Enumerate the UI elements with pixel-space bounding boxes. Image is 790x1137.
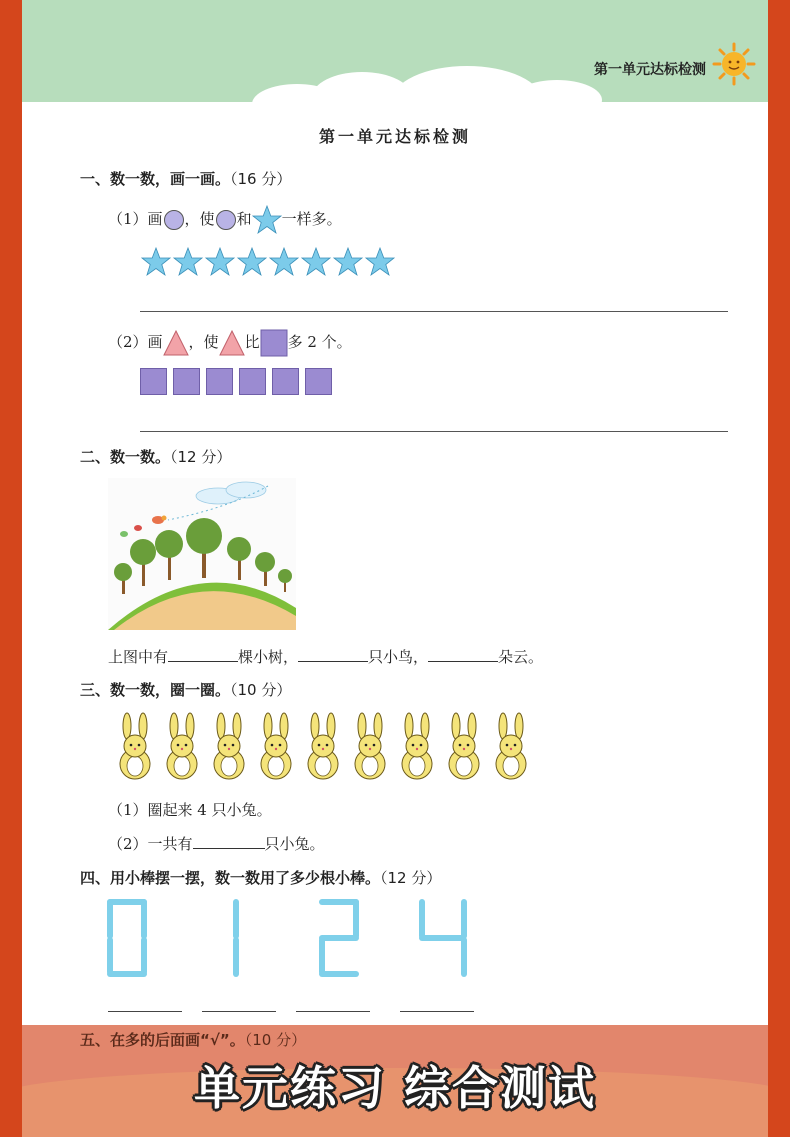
worksheet xyxy=(22,0,768,1137)
q1-1-text-a: （1）画 xyxy=(108,210,163,228)
circle-icon xyxy=(163,209,185,231)
bird-icon xyxy=(134,525,142,531)
answer-line[interactable] xyxy=(202,1011,276,1012)
worksheet-title: 第一单元达标检测 xyxy=(318,127,471,146)
rabbit-icon xyxy=(402,713,432,779)
answer-blank[interactable] xyxy=(298,648,368,662)
stick-digits-illustration xyxy=(104,898,504,978)
section-2-sentence xyxy=(108,646,543,667)
star-icon xyxy=(270,248,298,275)
square-icon xyxy=(206,368,233,395)
rabbit-icon xyxy=(496,713,526,779)
banner-title: 单元练习 综合测试 xyxy=(193,1061,596,1115)
section-3-title: 三、数一数，圈一圈。 xyxy=(80,681,231,699)
star-icon xyxy=(252,205,282,235)
section-3-heading xyxy=(80,679,291,700)
rabbit-icon xyxy=(449,713,479,779)
header-unit-label: 第一单元达标检测 xyxy=(594,62,706,78)
star-row xyxy=(140,246,422,278)
stick-digit-zero xyxy=(110,902,144,974)
section-4-title: 四、用小棒摆一摆，数一数用了多少根小棒。 xyxy=(80,869,381,887)
section-4-heading xyxy=(80,867,441,888)
rabbit-row xyxy=(114,712,544,782)
s2-text-b: 棵小树， xyxy=(238,648,299,666)
square-row xyxy=(140,368,338,399)
section-1-title: 一、数一数，画一画。 xyxy=(80,170,231,188)
star-icon xyxy=(302,248,330,275)
s2-text-a: 上图中有 xyxy=(108,648,169,666)
section-1-heading xyxy=(80,168,291,189)
answer-line[interactable] xyxy=(140,311,728,312)
section-5-title: 五、在多的后面画“√”。 xyxy=(80,1031,245,1049)
q1-2-text-d: 多 2 个。 xyxy=(287,333,352,351)
star-icon xyxy=(206,248,234,275)
rabbit-icon xyxy=(120,713,150,779)
question-3-2 xyxy=(108,833,325,854)
square-icon xyxy=(260,329,288,357)
square-icon xyxy=(239,368,266,395)
q3-2-text-a: （2）一共有 xyxy=(108,835,193,853)
question-3-1: （1）圈起来 4 只小兔。 xyxy=(108,801,272,819)
star-icon xyxy=(334,248,362,275)
star-icon xyxy=(366,248,394,275)
square-icon xyxy=(140,368,167,395)
section-5-heading xyxy=(80,1029,306,1050)
triangle-icon xyxy=(219,329,245,357)
star-icon xyxy=(174,248,202,275)
star-icon xyxy=(142,248,170,275)
section-2-points: （12 分） xyxy=(170,448,232,466)
square-icon xyxy=(173,368,200,395)
cloud-decoration xyxy=(512,80,602,120)
q1-2-text-b: ，使 xyxy=(188,333,219,351)
answer-blank[interactable] xyxy=(428,648,498,662)
question-1-1 xyxy=(108,205,342,235)
answer-line[interactable] xyxy=(140,431,728,432)
q1-1-text-d: 一样多。 xyxy=(281,210,342,228)
answer-line[interactable] xyxy=(296,1011,370,1012)
rabbit-icon xyxy=(355,713,385,779)
rabbit-icon xyxy=(214,713,244,779)
sun-icon xyxy=(712,42,756,86)
s2-text-c: 只小鸟， xyxy=(368,648,429,666)
answer-line[interactable] xyxy=(400,1011,474,1012)
section-4-points: （12 分） xyxy=(380,869,442,887)
section-1-points: （16 分） xyxy=(230,170,292,188)
circle-icon xyxy=(215,209,237,231)
q3-2-text-b: 只小兔。 xyxy=(264,835,325,853)
section-2-title: 二、数一数。 xyxy=(80,448,171,466)
hill-scene-illustration xyxy=(108,478,296,630)
star-icon xyxy=(238,248,266,275)
rabbit-icon xyxy=(261,713,291,779)
answer-line[interactable] xyxy=(108,1011,182,1012)
q1-1-text-b: ，使 xyxy=(184,210,215,228)
answer-blank[interactable] xyxy=(168,648,238,662)
section-2-heading xyxy=(80,446,231,467)
s2-text-d: 朵云。 xyxy=(498,648,544,666)
q1-2-text-c: 比 xyxy=(244,333,260,351)
stick-digit-four xyxy=(422,902,464,974)
answer-blank[interactable] xyxy=(193,835,265,849)
q1-1-text-c: 和 xyxy=(236,210,252,228)
rabbit-icon xyxy=(308,713,338,779)
rabbit-icon xyxy=(167,713,197,779)
section-3-points: （10 分） xyxy=(230,681,292,699)
question-1-2 xyxy=(108,329,352,357)
triangle-icon xyxy=(163,329,189,357)
q1-2-text-a: （2）画 xyxy=(108,333,163,351)
section-5-points: （10 分） xyxy=(244,1031,307,1049)
square-icon xyxy=(272,368,299,395)
bird-icon xyxy=(120,531,128,537)
stick-digit-two xyxy=(322,902,356,974)
square-icon xyxy=(305,368,332,395)
